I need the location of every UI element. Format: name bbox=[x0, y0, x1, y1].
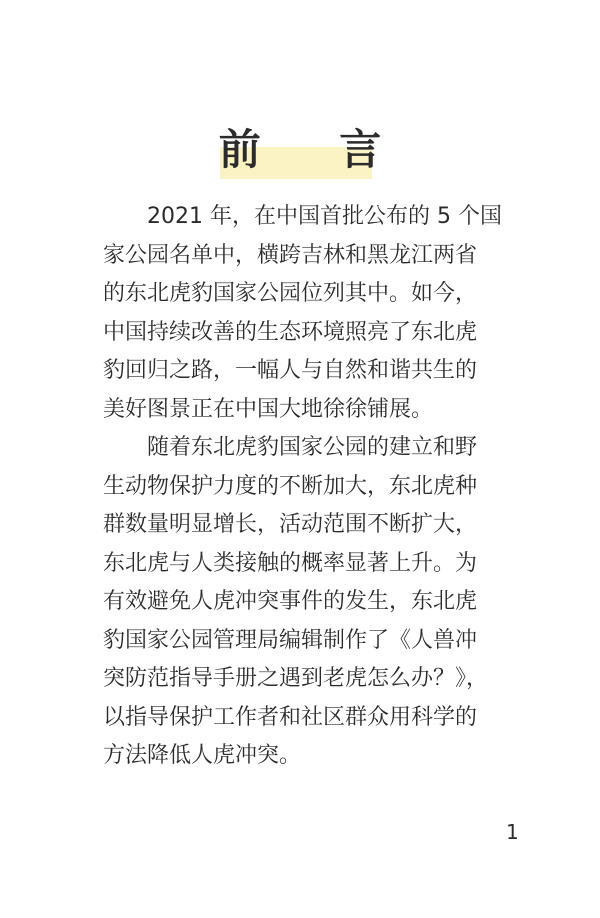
text-line: 2021 年，在中国首批公布的 5 个国 bbox=[147, 204, 502, 229]
text-line: 有效避免人虎冲突事件的发生，东北虎 bbox=[103, 589, 478, 614]
text-line: 以指导保护工作者和社区群众用科学的 bbox=[103, 704, 478, 730]
text-line: 美好图景正在中国大地徐徐铺展。 bbox=[103, 396, 434, 422]
text-line: 豹回归之路，一幅人与自然和谐共生的 bbox=[103, 358, 478, 383]
text-line: 中国持续改善的生态环境照亮了东北虎 bbox=[103, 319, 478, 345]
paragraph-2 bbox=[103, 429, 503, 776]
text-line: 随着东北虎豹国家公园的建立和野 bbox=[147, 435, 478, 460]
page-number: 1 bbox=[506, 820, 519, 844]
text-line: 家公园名单中，横跨吉林和黑龙江两省 bbox=[103, 242, 478, 268]
paragraph-1 bbox=[103, 198, 503, 429]
text-line: 生动物保护力度的不断加大，东北虎种 bbox=[103, 473, 478, 499]
text-line: 方法降低人虎冲突。 bbox=[103, 743, 302, 768]
text-line: 东北虎与人类接触的概率显著上升。为 bbox=[103, 550, 478, 576]
text-line: 的东北虎豹国家公园位列其中。如今， bbox=[103, 281, 478, 306]
text-line: 群数量明显增长，活动范围不断扩大， bbox=[103, 512, 478, 537]
body-text bbox=[103, 198, 503, 776]
text-line: 突防范指导手册之遇到老虎怎么办？》， bbox=[103, 666, 489, 691]
page-title: 前 言 bbox=[218, 125, 414, 174]
title-block bbox=[0, 122, 600, 182]
text-line: 豹国家公园管理局编辑制作了《人兽冲 bbox=[103, 627, 478, 653]
